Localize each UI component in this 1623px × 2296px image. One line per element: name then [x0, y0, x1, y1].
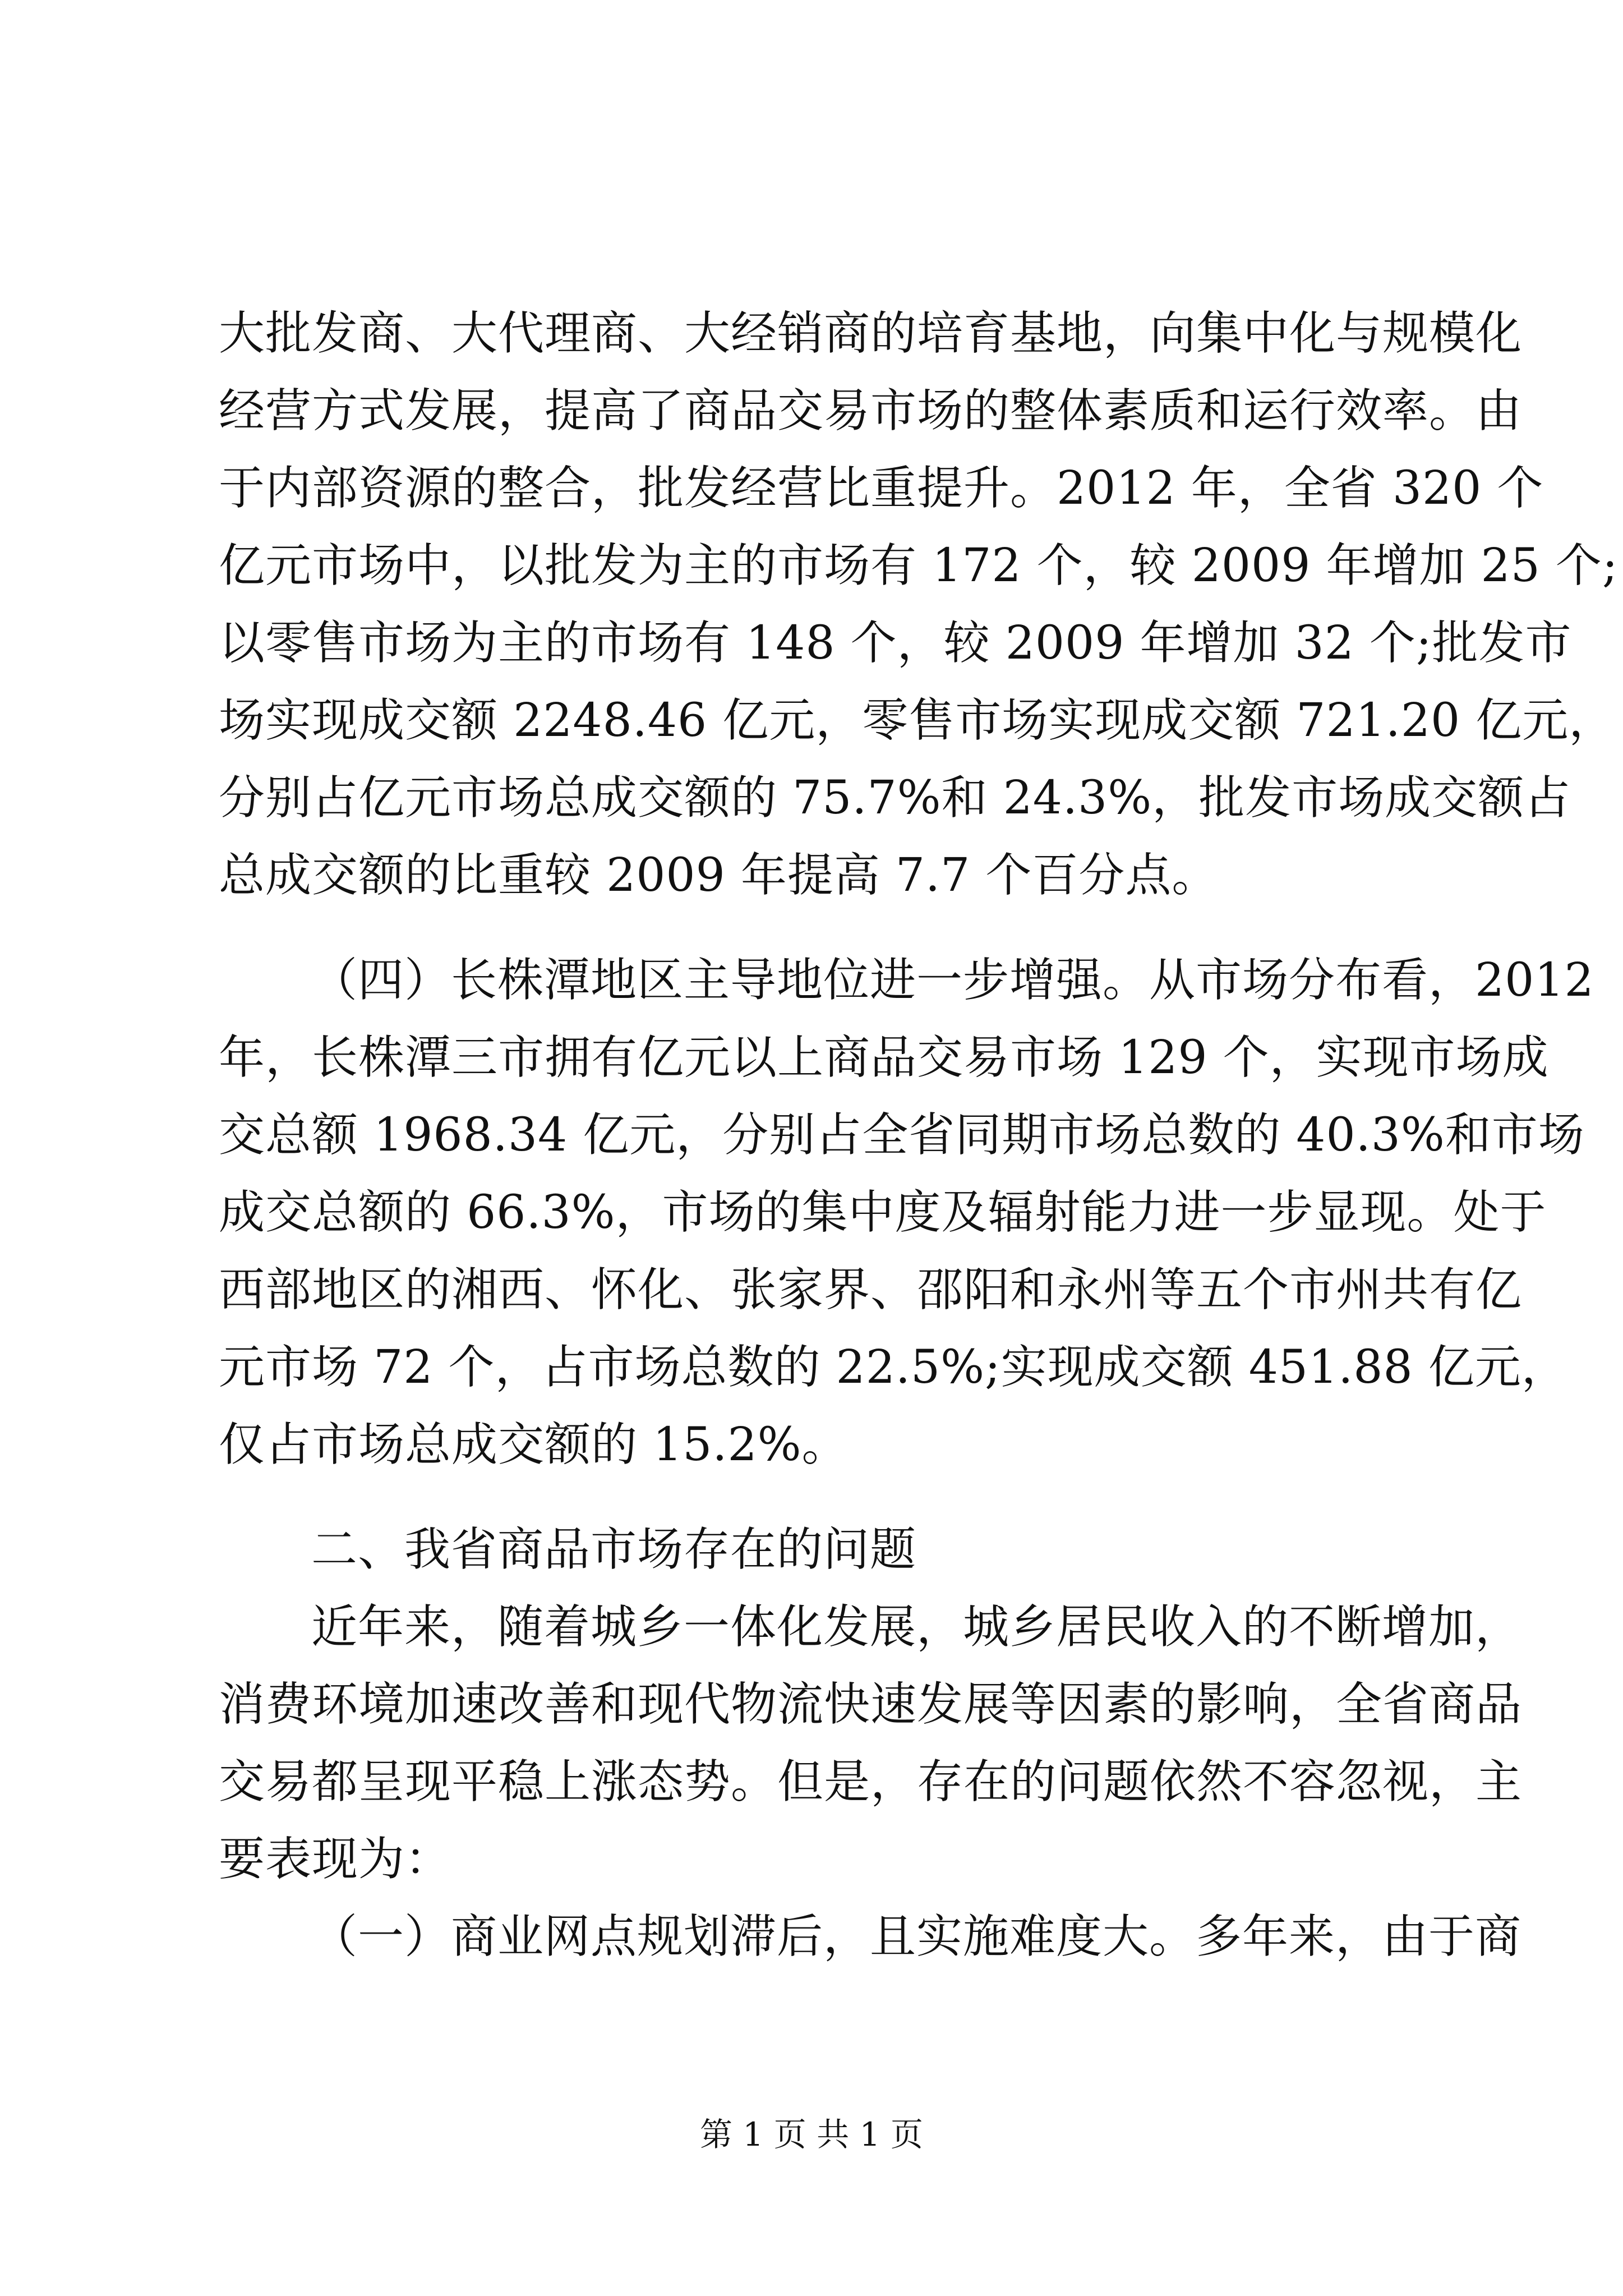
body-line: 年，长株潭三市拥有亿元以上商品交易市场 129 个，实现市场成: [219, 1031, 1549, 1084]
section-heading-two: 二、我省商品市场存在的问题: [311, 1523, 917, 1576]
body-line: 经营方式发展，提高了商品交易市场的整体素质和运行效率。由: [219, 384, 1523, 438]
body-line: 大批发商、大代理商、大经销商的培育基地，向集中化与规模化: [219, 307, 1523, 360]
body-line: 以零售市场为主的市场有 148 个，较 2009 年增加 32 个;批发市: [219, 616, 1572, 670]
body-line: 仅占市场总成交额的 15.2%。: [219, 1418, 849, 1471]
body-line: 于内部资源的整合，批发经营比重提升。2012 年，全省 320 个: [219, 462, 1544, 515]
body-line: 总成交额的比重较 2009 年提高 7.7 个百分点。: [219, 849, 1219, 902]
section-heading-four: （四）长株潭地区主导地位进一步增强。从市场分布看，2012: [311, 954, 1594, 1007]
body-line: 场实现成交额 2248.46 亿元，零售市场实现成交额 721.20 亿元，: [219, 694, 1616, 747]
body-line: 交总额 1968.34 亿元，分别占全省同期市场总数的 40.3%和市场: [219, 1108, 1585, 1162]
body-line: 交易都呈现平稳上涨态势。但是，存在的问题依然不容忽视，主: [219, 1755, 1523, 1809]
body-line: 成交总额的 66.3%，市场的集中度及辐射能力进一步显现。处于: [219, 1186, 1547, 1239]
subsection-heading-one: （一）商业网点规划滞后，且实施难度大。多年来，由于商: [311, 1910, 1522, 1963]
body-line: 要表现为：: [219, 1833, 452, 1886]
body-line: 近年来，随着城乡一体化发展，城乡居民收入的不断增加，: [311, 1600, 1522, 1654]
body-line: 消费环境加速改善和现代物流快速发展等因素的影响，全省商品: [219, 1678, 1523, 1731]
body-line: 亿元市场中，以批发为主的市场有 172 个，较 2009 年增加 25 个;: [219, 539, 1619, 592]
body-line: 西部地区的湘西、怀化、张家界、邵阳和永州等五个市州共有亿: [219, 1263, 1523, 1317]
body-line: 元市场 72 个，占市场总数的 22.5%;实现成交额 451.88 亿元，: [219, 1341, 1568, 1394]
page-number-footer: 第 1 页 共 1 页: [700, 2115, 923, 2154]
body-line: 分别占亿元市场总成交额的 75.7%和 24.3%，批发市场成交额占: [219, 771, 1571, 825]
